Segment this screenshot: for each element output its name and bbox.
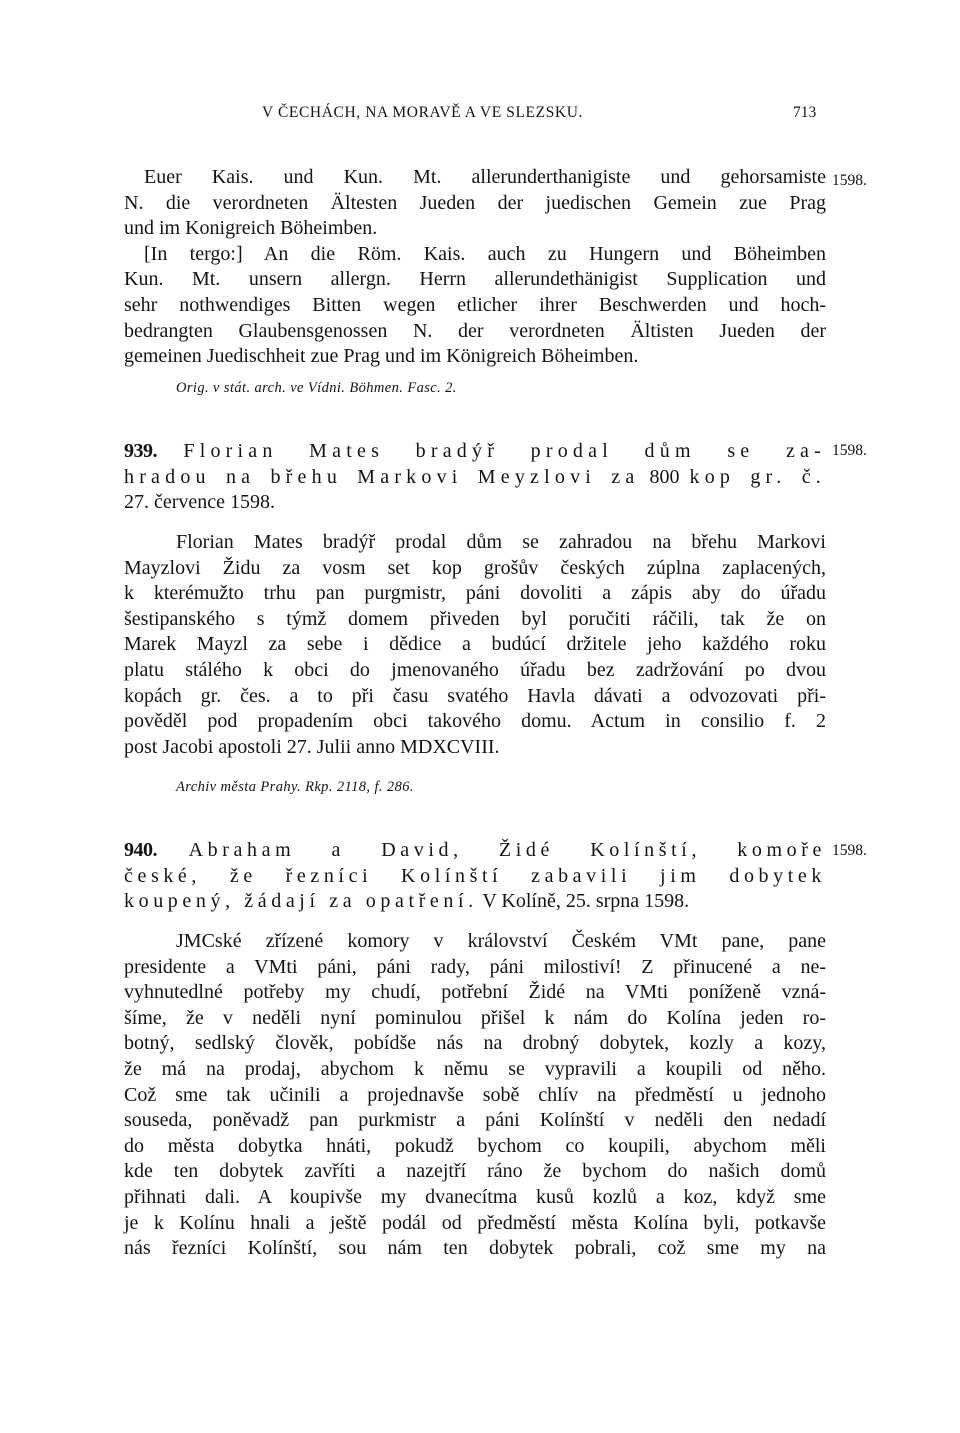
body-line: presidente a VMti páni, páni rady, páni milostiví! Z přinucené a ne- — [124, 955, 826, 978]
body-line: je k Kolínu hnali a ještě podál od předměstí města Kolína byli, potkavše — [124, 1211, 826, 1234]
address-line: gemeinen Juedischheit zue Prag und im Königreich Böheimben. — [124, 345, 639, 368]
body-line: post Jacobi apostoli 27. Julii anno MDXCVIII. — [124, 735, 500, 758]
closing-line: Euer Kais. und Kun. Mt. allerunderthanigiste und gehorsamiste — [144, 166, 826, 188]
body-line: Což sme tak učinili a projednavše sobě chlív na předměstí u jednoho — [124, 1083, 826, 1106]
margin-year: 1598. — [832, 442, 867, 459]
address-line: sehr nothwendiges Bitten wegen etlicher ihrer Beschwerden und hoch- — [124, 293, 826, 316]
address-line: Kun. Mt. unsern allergn. Herrn allerundethänigist Supplication und — [124, 268, 826, 291]
entry-heading-line — [124, 439, 826, 465]
entry-heading-text: 800 — [639, 465, 690, 488]
body-line: nás řezníci Kolínští, sou nám ten dobytek pobrali, což sme my na — [124, 1237, 826, 1260]
entry-939-body — [124, 530, 826, 760]
body-line: kde ten dobytek zavříti a nazejtří ráno že bychom do našich domů — [124, 1160, 826, 1183]
body-line: k kterémužto trhu pan purgmistr, páni dovoliti a zápis aby do úřadu — [124, 582, 826, 605]
entry-heading-line — [124, 838, 826, 864]
body-line: do města dobytka hnáti, pokudž bychom co koupili, abychom měli — [124, 1134, 826, 1157]
body-line: že má na prodaj, abychom k němu se vypravili a koupili od něho. — [124, 1057, 826, 1080]
body-line: Mayzlovi Židu za vosm set kop grošův českých zúplna zaplacených, — [124, 556, 826, 579]
source-citation: Archiv města Prahy. Rkp. 2118, f. 286. — [176, 779, 414, 795]
body-line: Marek Mayzl za sebe i dědice a budúcí držitele jeho každého roku — [124, 633, 826, 656]
entry-heading-text: Abraham a David, Židé Kolínští, komoře — [188, 839, 826, 861]
entry-939-heading — [124, 439, 826, 516]
entry-number: 940. — [124, 839, 157, 861]
entry-940-body — [124, 928, 826, 1261]
margin-year: 1598. — [832, 842, 867, 859]
entry-heading-line — [124, 889, 826, 915]
entry-heading-text: Florian Mates bradýř prodal dům se za- — [183, 440, 826, 462]
entry-heading-line — [124, 465, 826, 491]
entry-heading-text: koupený, žádají za opatření. — [124, 890, 478, 913]
body-line: šíme, že v neděli nyní pominulou přišel k nám do Kolína jeden ro- — [124, 1006, 826, 1029]
closing-line: N. die verordneten Ältesten Jueden der juedischen Gemein zue Prag — [124, 191, 826, 214]
address-line: bedrangten Glaubensgenossen N. der verordneten Ältisten Jueden der — [124, 319, 826, 342]
body-line: Florian Mates bradýř prodal dům se zahradou na břehu Markovi — [176, 531, 826, 553]
entry-heading-text: kop gr. č. — [689, 465, 827, 488]
body-line: pověděl pod propadením obci takového domu. Actum in consilio f. 2 — [124, 710, 826, 733]
body-line: vyhnutedlné potřeby my chudí, potřební Židé na VMti poníženě vzná- — [124, 981, 826, 1004]
margin-year: 1598. — [832, 172, 867, 189]
letter-closing-block — [124, 165, 826, 370]
entry-date: 27. července 1598. — [124, 491, 276, 514]
body-line: kopách gr. čes. a to při času svatého Havla dávati a odvozovati při- — [124, 684, 826, 707]
running-head: V ČECHÁCH, NA MORAVĚ A VE SLEZSKU. — [262, 104, 583, 121]
body-line: botný, sedlský člověk, pobídše nás na drobný dobytek, kozly a kozy, — [124, 1032, 826, 1055]
body-line: platu stálého k obci do jmenovaného úřadu bez zadržování po dvou — [124, 658, 826, 681]
closing-line: und im Konigreich Böheimben. — [124, 217, 378, 240]
body-line: souseda, poněvadž pan purkmistr a páni Kolínští v neděli den nedadí — [124, 1109, 826, 1132]
entry-date: V Kolíně, 25. srpna 1598. — [477, 890, 690, 913]
source-citation: Orig. v stát. arch. ve Vídni. Böhmen. Fasc. 2. — [176, 380, 457, 396]
entry-number: 939. — [124, 440, 157, 462]
body-line: JMCské zřízené komory v království Českém VMt pane, pane — [176, 930, 826, 952]
body-line: šestipanského s týmž domem přiveden byl poručiti ráčili, tak že on — [124, 607, 826, 630]
address-line: [In tergo:] An die Röm. Kais. auch zu Hungern und Böheimben — [144, 242, 826, 265]
entry-940-heading — [124, 838, 826, 915]
entry-heading-line: české, že řezníci Kolínští zabavili jim dobytek — [124, 864, 826, 887]
page-number: 713 — [793, 104, 817, 121]
body-line: přihnati dali. A koupivše my dvanecítma kusů kozlů a koz, když sme — [124, 1185, 826, 1208]
entry-heading-text: hradou na břehu Markovi Meyzlovi za — [124, 465, 640, 488]
